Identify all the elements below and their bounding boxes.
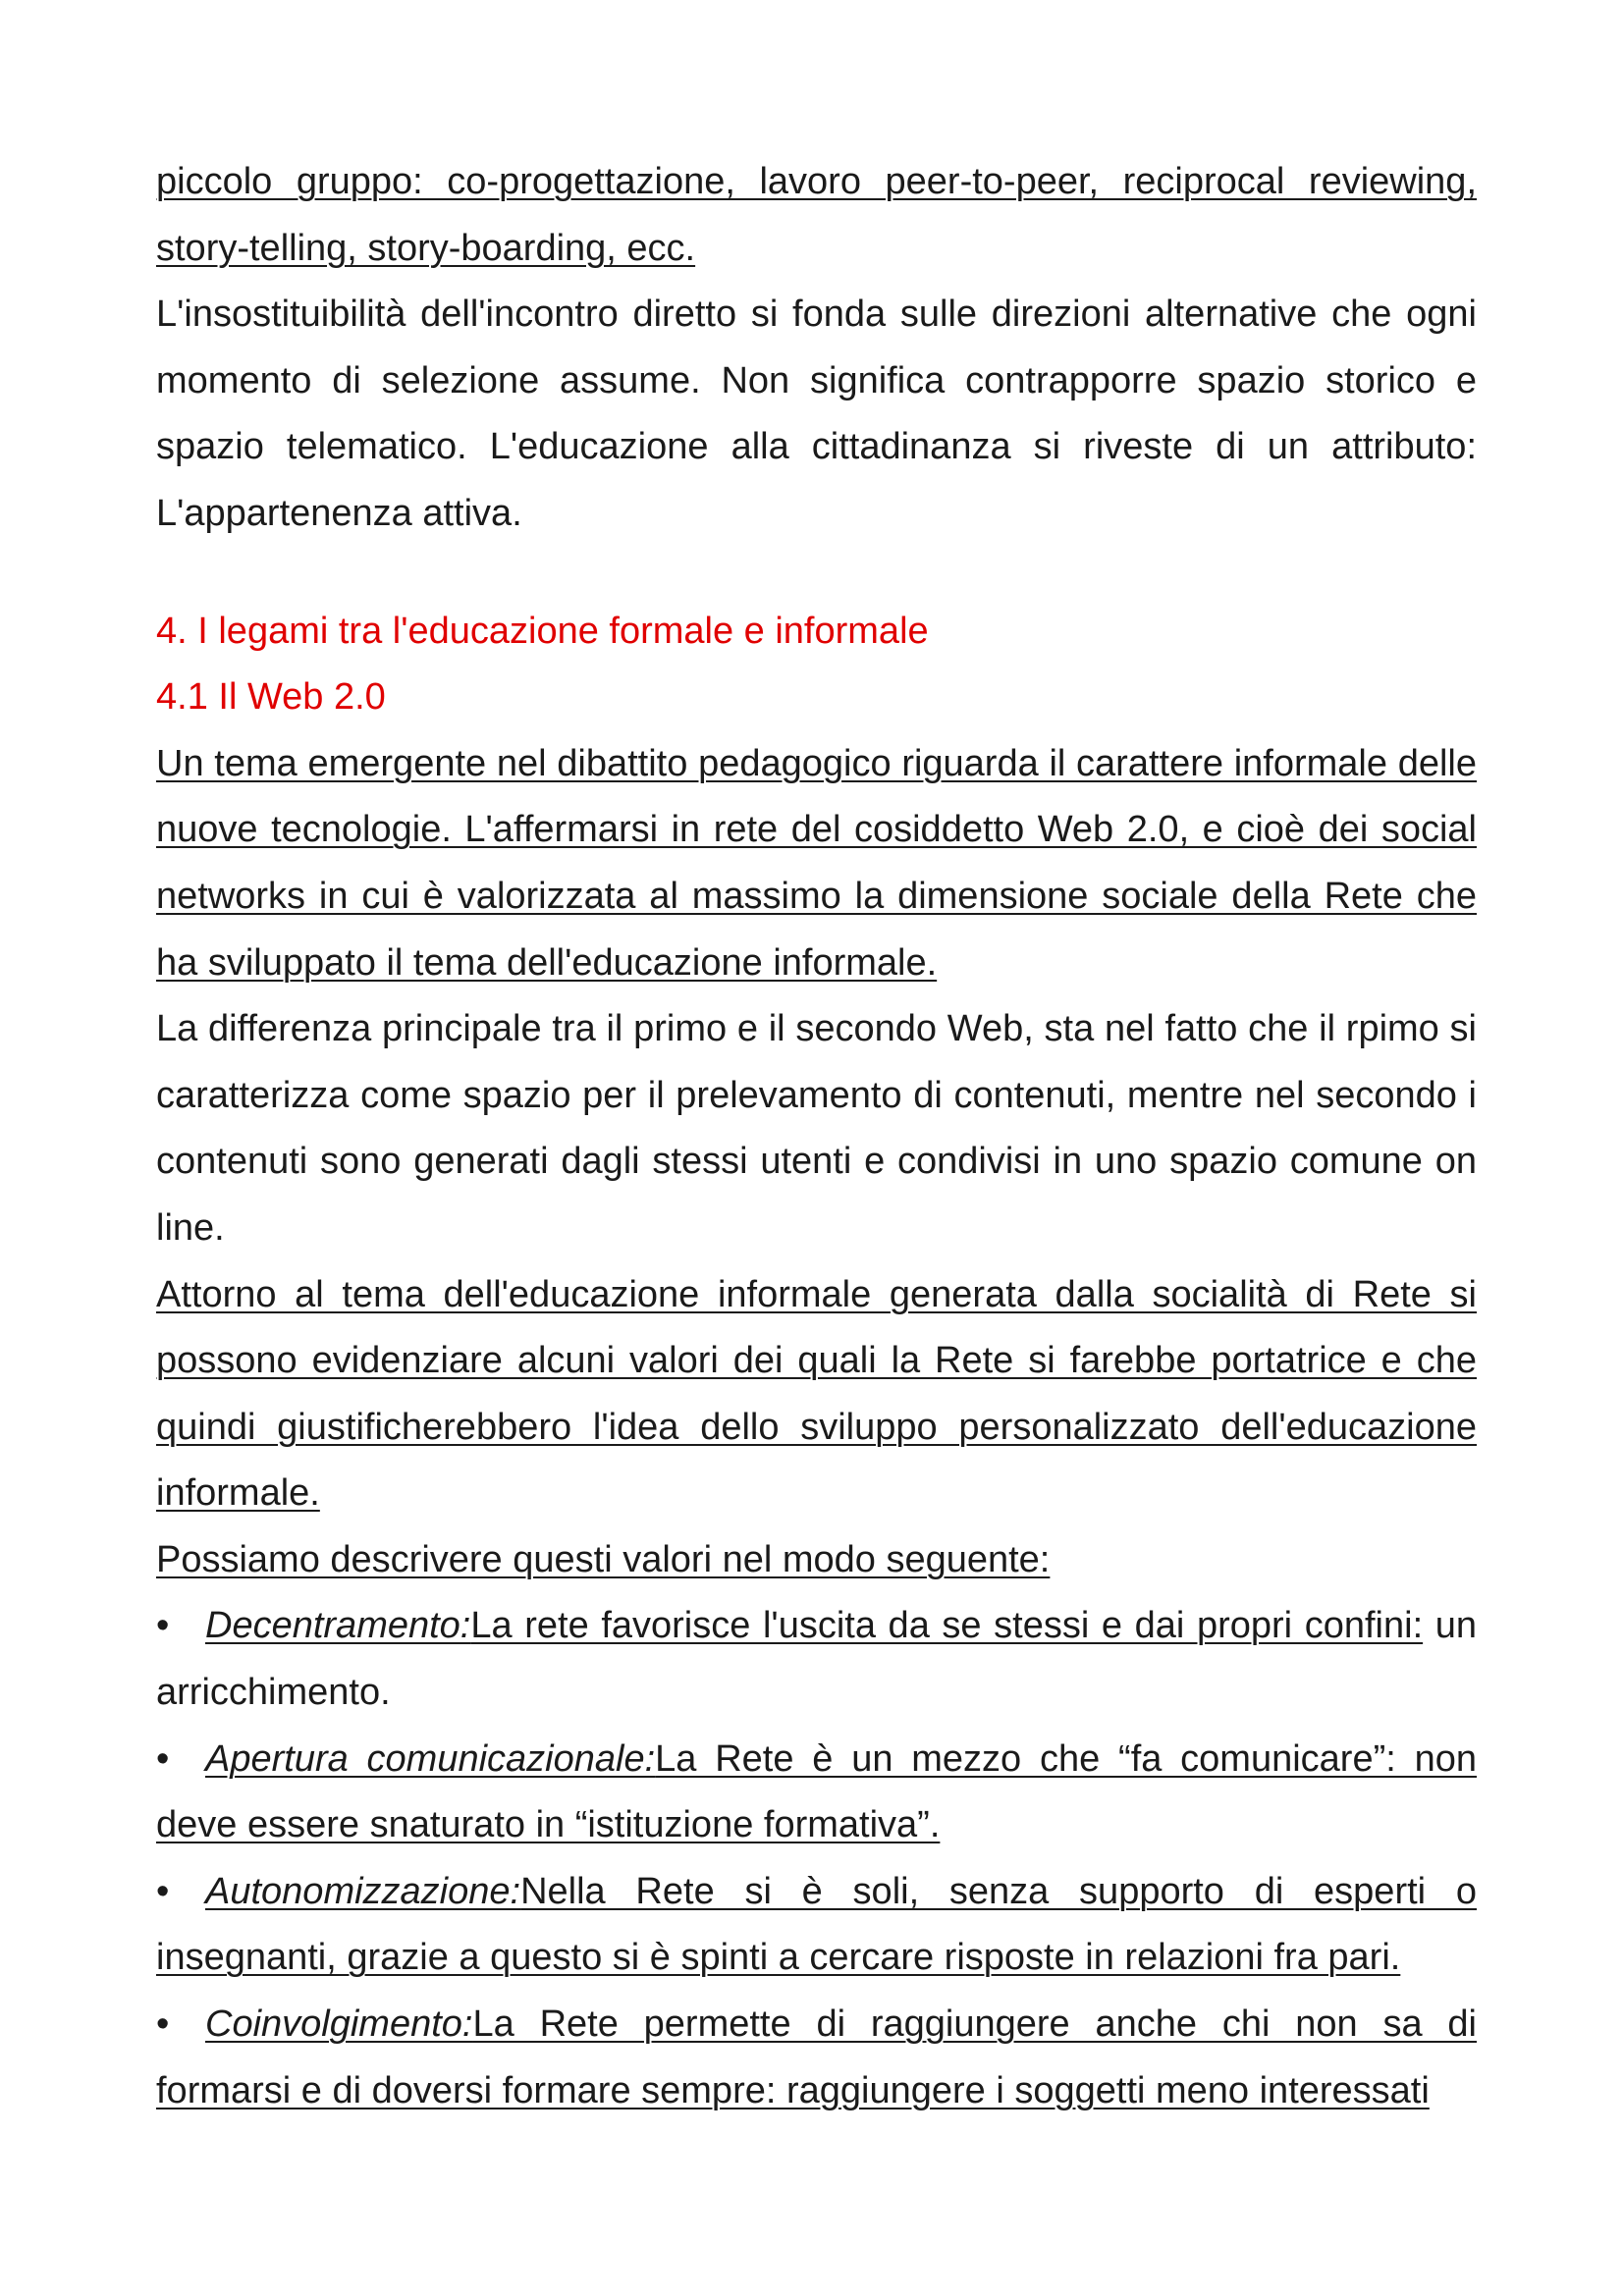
list-item-text-plain: un arricchimento. xyxy=(156,1605,1477,1714)
list-item-coinvolgimento xyxy=(156,1992,1477,2124)
paragraph-direct-meeting: L'insostituibilità dell'incontro diretto si fonda sulle direzioni alternative che ogni momento di selezione assume. Non significa contrapporre spazio storico e spazio telematico. L'educazione alla cittadinanza si riveste di un attributo: L'appartenenza attiva. xyxy=(156,294,1477,534)
bullet-icon: • xyxy=(156,2003,170,2046)
section-gap xyxy=(156,548,1477,599)
list-item-text: La Rete permette di raggiungere anche chi non sa di formarsi e di doversi formare sempre: raggiungere i soggetti meno interessati xyxy=(156,2003,1477,2111)
list-item-autonomizzazione xyxy=(156,1859,1477,1992)
list-item-term: Autonomizzazione: xyxy=(205,1870,521,1912)
list-item-decentramento xyxy=(156,1593,1477,1726)
document-page xyxy=(156,149,1477,2124)
bullet-icon: • xyxy=(156,1737,170,1780)
paragraph-web-difference: La differenza principale tra il primo e il secondo Web, sta nel fatto che il rpimo si caratterizza come spazio per il prelevamento di contenuti, mentre nel secondo i contenuti sono generati dagli stessi utenti e condivisi in uno spazio comune on line. xyxy=(156,1008,1477,1249)
list-item-text: La rete favorisce l'uscita da se stessi e dai propri confini: xyxy=(470,1605,1424,1647)
subsection-heading: 4.1 Il Web 2.0 xyxy=(156,676,386,719)
section-heading: 4. I legami tra l'educazione formale e informale xyxy=(156,610,929,652)
paragraph-emerging-theme: Un tema emergente nel dibattito pedagogico riguarda il carattere informale delle nuove tecnologie. L'affermarsi in rete del cosiddetto Web 2.0, e cioè dei social networks in cui è valorizzata al massimo la dimensione sociale della Rete che ha sviluppato il tema dell'educazione informale. xyxy=(156,742,1477,984)
list-item-term: Decentramento: xyxy=(205,1605,471,1647)
paragraph-informal-values: Attorno al tema dell'educazione informale generata dalla socialità di Rete si possono evidenziare alcuni valori dei quali la Rete si farebbe portatrice e che quindi giustificherebbero l'idea dello sviluppo personalizzato dell'educazione informale. xyxy=(156,1273,1477,1515)
list-item-apertura xyxy=(156,1727,1477,1859)
list-item-term: Apertura comunicazionale: xyxy=(205,1737,656,1780)
bullet-icon: • xyxy=(156,1605,170,1647)
paragraph-describe-values: Possiamo descrivere questi valori nel modo seguente: xyxy=(156,1538,1051,1580)
list-item-text: Nella Rete si è soli, senza supporto di esperti o insegnanti, grazie a questo si è spinti a cercare risposte in relazioni fra pari. xyxy=(156,1870,1477,1979)
list-item-text: La Rete è un mezzo che “fa comunicare”: non deve essere snaturato in “istituzione formativa”. xyxy=(156,1737,1477,1846)
paragraph-group-work: piccolo gruppo: co-progettazione, lavoro peer-to-peer, reciprocal reviewing, story-telling, story-boarding, ecc. xyxy=(156,161,1477,269)
bullet-icon: • xyxy=(156,1870,170,1912)
list-item-term: Coinvolgimento: xyxy=(205,2003,473,2046)
